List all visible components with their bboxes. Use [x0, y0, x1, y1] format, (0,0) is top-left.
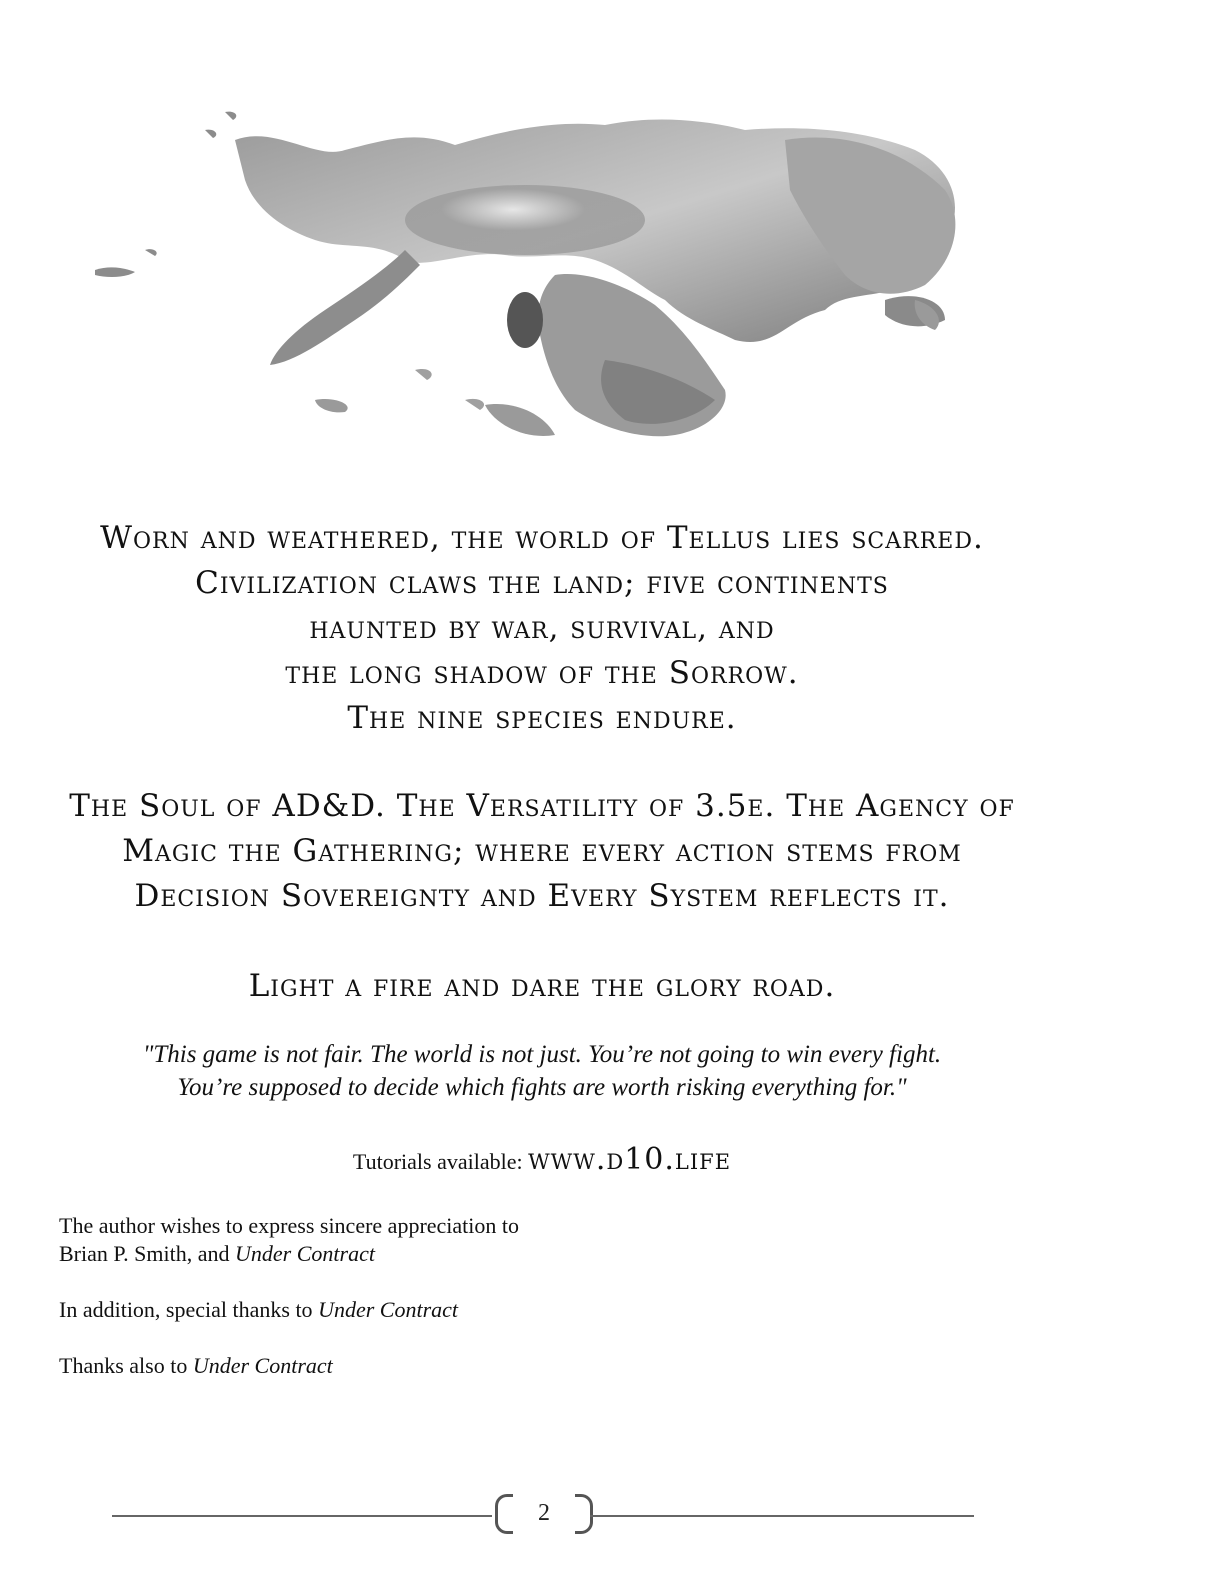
pitch-block [30, 784, 1054, 919]
pitch-line: Magic the Gathering; where every action stems from [122, 833, 962, 869]
pitch-line: Decision Sovereignty and Every System reflects it. [134, 878, 950, 914]
tagline-line: Civilization claws the land; five continents [195, 565, 889, 601]
page-footer [112, 1494, 974, 1538]
credits-italic: Under Contract [192, 1353, 333, 1378]
left-bracket-icon [495, 1494, 513, 1534]
right-bracket-icon [575, 1494, 593, 1534]
world-map-image [85, 100, 985, 480]
tagline-line: The nine species endure. [347, 700, 737, 736]
credits-line: Thanks also to [59, 1353, 193, 1378]
credits-italic: Under Contract [235, 1241, 375, 1266]
tutorials-url-link[interactable]: www.d10.life [528, 1142, 732, 1177]
tutorials-label: Tutorials available: [352, 1149, 523, 1174]
pitch-line: The Soul of AD&D. The Versatility of 3.5e. The Agency of [69, 788, 1015, 824]
credits-line: In addition, special thanks to [59, 1297, 319, 1322]
tagline-line: Worn and weathered, the world of Tellus lies scarred. [100, 520, 984, 556]
world-map-icon [85, 100, 985, 480]
designer-quote [40, 1038, 1044, 1104]
credits-line: Brian P. Smith, and [59, 1241, 236, 1266]
credits-line: The author wishes to express sincere appreciation to [59, 1213, 520, 1238]
tagline-line: haunted by war, survival, and [309, 610, 775, 646]
credits-italic: Under Contract [318, 1297, 459, 1322]
tagline-line: the long shadow of the Sorrow. [285, 655, 799, 691]
quote-line: "This game is not fair. The world is not just. You’re not going to win every fight. [142, 1041, 942, 1068]
page-number: 2 [538, 1500, 550, 1526]
quote-line: You’re supposed to decide which fights are worth risking everything for." [177, 1074, 907, 1101]
footer-rule-right [590, 1515, 974, 1517]
footer-rule-left [112, 1515, 492, 1517]
tutorials-line [40, 1142, 1044, 1180]
motto: Light a fire and dare the glory road. [248, 968, 836, 1004]
acknowledgements [59, 1212, 759, 1408]
tagline-block [40, 516, 1044, 741]
